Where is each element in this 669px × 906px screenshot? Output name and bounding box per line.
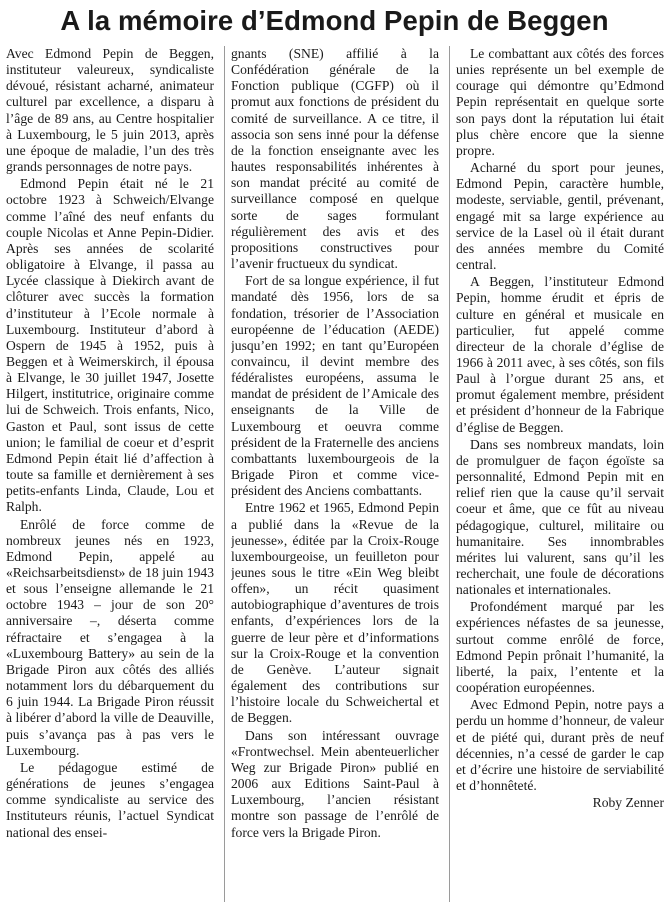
paragraph: A Beggen, l’instituteur Edmond Pepin, homme érudit et épris de culture en général et musicale en particulier, fut appelé comme directeur de la chorale d’église de 1966 à 2011 avec, à ses côtés, son fils Paul à l’orgue durant 25 ans, et promut également membre, président et président d’honneur de la Fabrique d’église de Beggen. [456, 274, 664, 435]
paragraph: Avec Edmond Pepin de Beggen, instituteur valeureux, syndicaliste dévoué, résistant acharné, animateur culturel par excellence, a disparu à l’âge de 89 ans, au Centre hospitalier à Luxembourg, le 5 juin 2013, après une époque de maladie, l’un des très grands personnages de notre pays. [6, 46, 214, 175]
paragraph: Le combattant aux côtés des forces unies représente un bel exemple de courage qui démontre qu’Edmond Pepin représentait en quelque sorte son pays dont la réputation lui était plus chère encore que la sienne propre. [456, 46, 664, 158]
paragraph: gnants (SNE) affilié à la Confédération générale de la Fonction publique (CGFP) où il promut aux fonctions de président du comité de surveillance. A ce titre, il associa son sens inné pour la défense de la fonction enseignante avec les hautes responsabilités inhérentes à son mandat précité au comité de surveillance composé en quelque sorte de sages formulant régulièrement des avis et des propositions constructives pour l’avenir fructueux du syndicat. [231, 46, 439, 272]
paragraph: Dans ses nombreux mandats, loin de promulguer de façon égoïste sa personnalité, Edmond Pepin mit en relief rien que la cause qu’il servait coeur et âme, que ce fût au niveau pédagogique, culturel, militaire ou humanitaire. Ses innombrables mérites lui valurent, sans qu’il les recherchait, une foule de décorations nationales et internationales. [456, 436, 664, 598]
article-headline: A la mémoire d’Edmond Pepin de Beggen [60, 5, 609, 36]
paragraph: Profondément marqué par les expériences néfastes de sa jeunesse, surtout comme enrôlé de force, Edmond Pepin prônait l’humanité, la liberté, la paix, l’entente et la coopération européennes. [456, 599, 664, 696]
paragraph: Edmond Pepin était né le 21 octobre 1923 à Schweich/Elvange comme l’aîné des neuf enfants du couple Nicolas et Anne Pepin-Didier. Après ses années de scolarité obligatoire à Elvange, il passa au Lycée classique à Diekirch avant de clôturer avec succès la formation d’instituteur à l’Ecole normale à Luxembourg. Instituteur d’abord à Ospern de 1945 à 1952, puis à Beggen et à Weimerskirch, il épousa à Elvange, le 30 juillet 1947, Josette Hilgert, institutrice, originaire comme lui de Schweich. Trois enfants, Nico, Gaston et Paul, sont issus de cette union; le familial de coeur et d’esprit Edmond Pepin était lié d’affection à toute sa famille et dernièrement à ses petits-enfants Linda, Claude, Lou et Ralph. [6, 176, 214, 515]
article-column-3 [456, 46, 664, 902]
paragraph: Fort de sa longue expérience, il fut mandaté dès 1956, lors de sa fondation, trésorier de l’Association européenne de l’éducation (AEDE) jusqu’en 1992; en tant qu’Européen convaincu, il devint membre des fédéralistes européens, assuma le mandat de président de l’Amicale des enseignants de la Ville de Luxembourg et oeuvra comme président de la Fraternelle des anciens combattants luxembourgeois de la Brigade Piron et comme vice-président des Anciens combattants. [231, 273, 439, 499]
paragraph: Avec Edmond Pepin, notre pays a perdu un homme d’honneur, de valeur et de piété qui, durant près de neuf décennies, n’a cessé de garder le cap et d’écrire une histoire de serviabilité et d’honnêteté. [456, 697, 664, 794]
paragraph: Le pédagogue estimé de générations de jeunes s’engagea comme syndicaliste au service des Instituteurs réunis, l’actuel Syndicat national des ensei- [6, 759, 214, 840]
article-column-1 [6, 46, 214, 902]
paragraph: Enrôlé de force comme de nombreux jeunes nés en 1923, Edmond Pepin, appelé au «Reichsarbeitsdienst» de 18 juin 1943 et sous l’enseigne allemande le 21 octobre 1943 – jour de son 20° anniversaire –, déserta comme réfractaire et s’engagea à la «Luxembourg Battery» au sein de la Brigade Piron aux côtés des alliés notamment lors du débarquement du 6 juin 1944. La Brigade Piron réussit à libérer d’abord la ville de Deauville, puis s’avança pas à pas vers le Luxembourg. [6, 516, 214, 758]
paragraph: Entre 1962 et 1965, Edmond Pepin a publié dans la «Revue de la jeunesse», éditée par la Croix-Rouge luxembourgeoise, un feuilleton pour jeunes sous le titre «Ein Weg bleibt offen», un récit quasiment autobiographique d’aventures de trois enfants, d’expériences lors de la guerre de leur père et d’informations sur la Croix-Rouge et la convention de Genève. L’auteur signait également des contributions sur l’histoire locale du Schweichertal et de Beggen. [231, 500, 439, 726]
article-column-2 [231, 46, 439, 902]
column-divider [449, 46, 450, 902]
author-byline: Roby Zenner [592, 795, 664, 811]
column-divider [224, 46, 225, 902]
paragraph: Acharné du sport pour jeunes, Edmond Pepin, caractère humble, modeste, serviable, gentil, prévenant, engagé mit sa large expérience au service de la Lasel où il était durant des années membre du Comité central. [456, 160, 664, 273]
paragraph: Dans son intéressant ouvrage «Frontwechsel. Mein abenteuerlicher Weg zur Brigade Piron» publié en 2006 aux Editions Saint-Paul à Luxembourg, l’ancien résistant montre son passage de l’enrôlé de force vers la Brigade Piron. [231, 727, 439, 840]
